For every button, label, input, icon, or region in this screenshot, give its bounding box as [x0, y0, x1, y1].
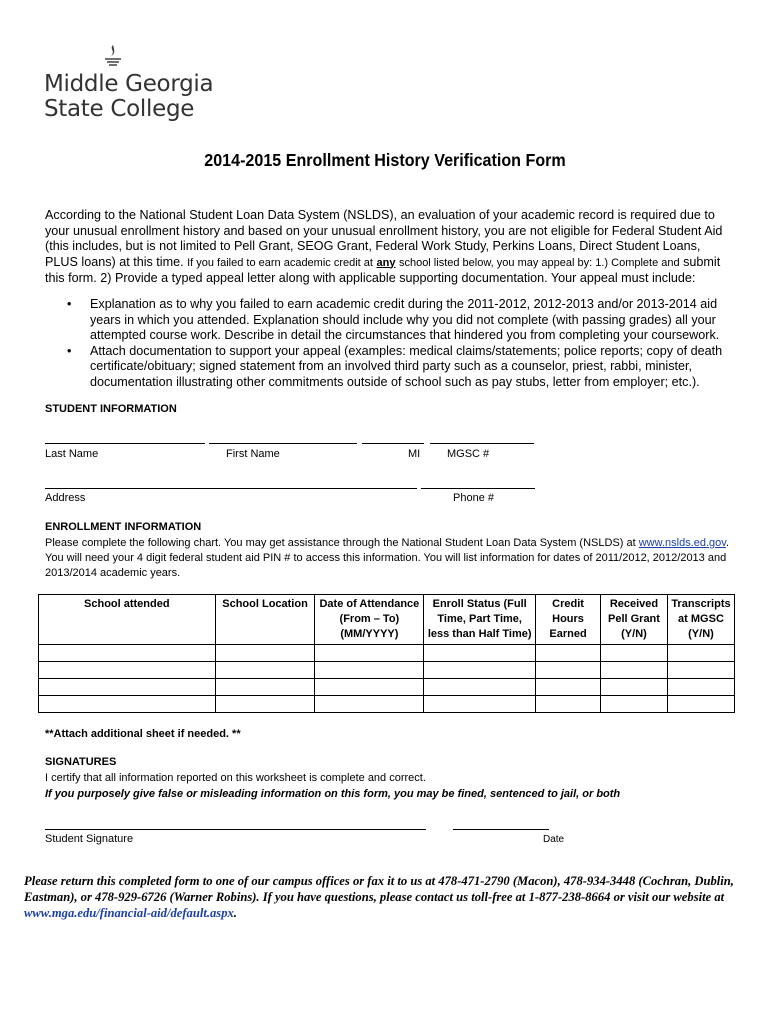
table-cell[interactable]	[601, 679, 668, 696]
table-cell[interactable]	[215, 645, 315, 662]
enrollment-instructions	[45, 536, 730, 581]
return-instructions	[24, 873, 746, 921]
intro-text-4: submit this form. 2) Provide a typed appeal letter along with applicable supporting documentation. Your appeal must include:	[45, 254, 721, 285]
column-header: Enroll Status (Full Time, Part Time, less than Half Time)	[424, 595, 536, 645]
list-item	[45, 297, 735, 344]
warning-text: If you purposely give false or misleading information on this form, you may be fined, sentenced to jail, or both	[45, 788, 621, 800]
date-label: Date	[543, 834, 565, 845]
table-cell[interactable]	[536, 645, 601, 662]
table-cell[interactable]	[315, 696, 424, 713]
table-cell[interactable]	[215, 679, 315, 696]
table-cell[interactable]	[39, 679, 216, 696]
column-header: Transcripts at MGSC (Y/N)	[667, 595, 734, 645]
intro-text-3: school listed below, you may appeal by: 1.) Complete and	[398, 256, 680, 269]
intro-paragraph	[45, 208, 735, 287]
intro-text-2: If you failed to earn academic credit at	[187, 256, 373, 269]
table-cell[interactable]	[667, 679, 734, 696]
enrollment-text-2: . You will need your 4 digit federal student aid PIN # to access this information. You will list information for dates of 2011/2012, 2012/2013 and 2013/2014 academic years.	[45, 537, 730, 579]
certify-text: I certify that all information reported on this worksheet is complete and correct.	[45, 772, 426, 784]
table-cell[interactable]	[536, 679, 601, 696]
address-field[interactable]	[45, 488, 417, 489]
table-row	[39, 696, 735, 713]
torch-flame-icon	[100, 44, 126, 68]
enrollment-text-1: Please complete the following chart. You may get assistance through the National Student Loan Data System (NSLDS) at	[45, 537, 636, 549]
column-header: Received Pell Grant (Y/N)	[601, 595, 668, 645]
table-cell[interactable]	[424, 696, 536, 713]
mi-label: MI	[408, 448, 421, 460]
enrollment-info-heading: ENROLLMENT INFORMATION	[45, 521, 202, 533]
logo-line1: Middle Georgia	[44, 71, 214, 97]
footer-end: .	[233, 906, 237, 920]
financial-aid-link[interactable]: www.mga.edu/financial-aid/default.aspx	[24, 906, 234, 920]
mgsc-number-label: MGSC #	[447, 448, 490, 460]
column-header: Credit Hours Earned	[536, 595, 601, 645]
column-header: School attended	[39, 595, 216, 645]
table-cell[interactable]	[315, 679, 424, 696]
table-cell[interactable]	[39, 696, 216, 713]
date-field[interactable]	[453, 829, 549, 830]
table-cell[interactable]	[315, 662, 424, 679]
phone-label: Phone #	[453, 492, 494, 504]
table-cell[interactable]	[601, 645, 668, 662]
nslds-link[interactable]: www.nslds.ed.gov	[638, 537, 726, 549]
table-cell[interactable]	[39, 662, 216, 679]
table-cell[interactable]	[667, 645, 734, 662]
table-cell[interactable]	[39, 645, 216, 662]
student-signature-field[interactable]	[45, 829, 426, 830]
table-cell[interactable]	[536, 662, 601, 679]
table-cell[interactable]	[424, 645, 536, 662]
table-cell[interactable]	[536, 696, 601, 713]
table-cell[interactable]	[424, 679, 536, 696]
list-item	[45, 344, 735, 391]
table-cell[interactable]	[667, 696, 734, 713]
bullet-icon: •	[67, 343, 72, 358]
college-logo	[44, 44, 244, 130]
address-label: Address	[45, 492, 86, 504]
column-header: School Location	[215, 595, 315, 645]
table-cell[interactable]	[601, 696, 668, 713]
intro-text-1: According to the National Student Loan Data System (NSLDS), an evaluation of your academic record is required due to your unusual enrollment history and based on your unusual enrollment history, you are not eligible for Federal Student Aid (this includes, but is not limited to Pell Grant, SEOG Grant, Federal Work Study, Perkins Loans, Direct Student Loans, PLUS loans) at this time.	[45, 208, 723, 269]
student-signature-label: Student Signature	[45, 833, 134, 845]
mi-field[interactable]	[362, 443, 424, 444]
form-title: 2014-2015 Enrollment History Verification Form	[204, 150, 566, 170]
table-row	[39, 645, 735, 662]
signatures-heading: SIGNATURES	[45, 756, 117, 768]
appeal-requirements-list	[45, 297, 735, 390]
list-item-text: Attach documentation to support your appeal (examples: medical claims/statements; police reports; copy of death certificate/obituary; signed statement from an involved third party such as a counselor, priest, rabbi, minister, documentation illustrating other commitments outside of school such as pay stubs, letter from employer; etc.).	[90, 343, 723, 389]
table-header-row	[39, 595, 735, 645]
first-name-field[interactable]	[209, 443, 357, 444]
table-cell[interactable]	[215, 662, 315, 679]
table-cell[interactable]	[667, 662, 734, 679]
table-row	[39, 662, 735, 679]
attach-note: **Attach additional sheet if needed. **	[45, 728, 241, 740]
enrollment-table	[38, 594, 735, 713]
table-row	[39, 679, 735, 696]
logo-line2: State College	[44, 96, 195, 122]
student-info-heading: STUDENT INFORMATION	[45, 403, 177, 415]
table-cell[interactable]	[601, 662, 668, 679]
mgsc-number-field[interactable]	[430, 443, 534, 444]
footer-text: Please return this completed form to one of our campus offices or fax it to us at 478-471-2790 (Macon), 478-934-3448 (Cochran, Dublin, Eastman), or 478-929-6726 (Warner Robins). If you have questions, please contact us toll-free at 1-877-238-8664 or visit our website at	[24, 874, 734, 904]
last-name-label: Last Name	[45, 448, 99, 460]
first-name-label: First Name	[226, 448, 280, 460]
intro-any: any	[376, 256, 396, 269]
bullet-icon: •	[67, 297, 72, 311]
table-cell[interactable]	[315, 645, 424, 662]
table-cell[interactable]	[215, 696, 315, 713]
list-item-text: Explanation as to why you failed to earn academic credit during the 2011-2012, 2012-2013 and/or 2013-2014 aid years in which you attended. Explanation should include why you did not complete (with passing grades) all your attempted course work. Describe in detail the circumstances that hindered you from completing your coursework.	[90, 297, 720, 342]
column-header: Date of Attendance (From – To) (MM/YYYY)	[315, 595, 424, 645]
last-name-field[interactable]	[45, 443, 205, 444]
phone-field[interactable]	[421, 488, 535, 489]
table-cell[interactable]	[424, 662, 536, 679]
